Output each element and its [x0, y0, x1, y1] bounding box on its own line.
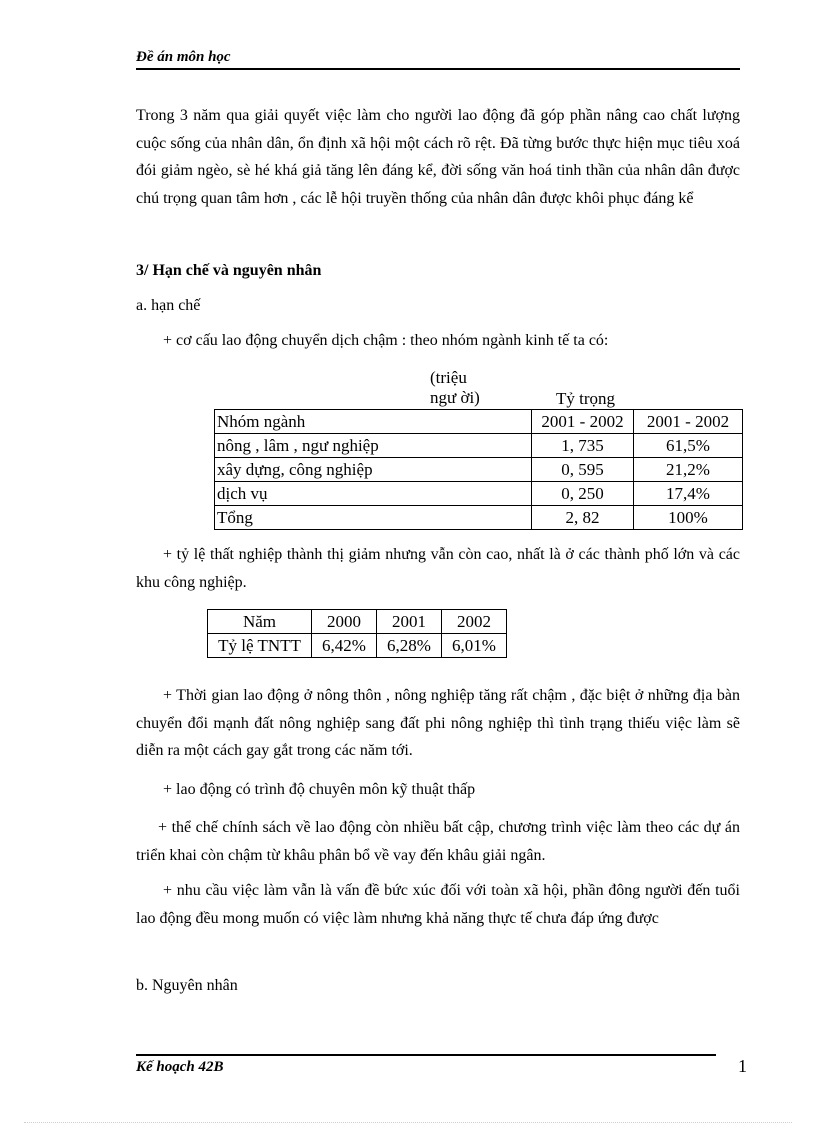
section-heading: 3/ Hạn chế và nguyên nhân — [136, 262, 322, 279]
table-header-row — [215, 410, 743, 434]
table1-unit-line1: (triệu — [430, 368, 467, 387]
table-row — [215, 506, 743, 530]
running-header: Đề án môn học — [136, 49, 231, 65]
table-cell: 0, 250 — [532, 482, 634, 506]
table-cell: 2000 — [312, 610, 377, 634]
table-cell: 2, 82 — [532, 506, 634, 530]
bullet-unemployment: + tỷ lệ thất nghiệp thành thị giảm nhưng vẫn còn cao, nhất là ở các thành phố lớn và các khu công nghiệp. — [136, 546, 740, 591]
running-footer: Kế hoạch 42B — [136, 1059, 224, 1075]
table-cell: 2002 — [442, 610, 507, 634]
table-cell: 100% — [634, 506, 743, 530]
table-row — [215, 482, 743, 506]
table-cell: dịch vụ — [215, 482, 532, 506]
bullet-labor-structure: + cơ cấu lao động chuyển dịch chậm : theo nhóm ngành kinh tế ta có: — [163, 332, 609, 349]
page-number: 1 — [738, 1056, 747, 1076]
table-cell: Năm — [208, 610, 312, 634]
table-cell: xây dựng, công nghiệp — [215, 458, 532, 482]
table-cell: Tổng — [215, 506, 532, 530]
table-row — [215, 434, 743, 458]
table1-col3-heading: Tỷ trọng — [556, 389, 616, 408]
table-row — [208, 634, 507, 658]
table-cell: 0, 595 — [532, 458, 634, 482]
table-cell: nông , lâm , ngư nghiệp — [215, 434, 532, 458]
table-row — [215, 458, 743, 482]
table-cell: 21,2% — [634, 458, 743, 482]
table-cell: 1, 735 — [532, 434, 634, 458]
table-cell: 6,42% — [312, 634, 377, 658]
table-cell: 6,28% — [377, 634, 442, 658]
intro-paragraph: Trong 3 năm qua giải quyết việc làm cho người lao động đã góp phần nâng cao chất lượng cuộc sống của nhân dân, ổn định xã hội một cách rõ rệt. Đã từng bước thực hiện mục tiêu xoá đói giảm ngèo, sè hé khá giả tăng lên đáng kể, đời sống văn hoá tinh thần của nhân dân được chú trọng quan tâm hơn , các lễ hội truyền thống của nhân dân được khôi phục đáng kể — [136, 107, 740, 207]
unemployment-rate-table — [207, 609, 507, 658]
table-cell: 2001 - 2002 — [634, 410, 743, 434]
header-rule — [136, 68, 740, 70]
table-cell: 61,5% — [634, 434, 743, 458]
table-header-row — [208, 610, 507, 634]
table-cell: 2001 — [377, 610, 442, 634]
bullet-policy: + thể chế chính sách về lao động còn nhiều bất cập, chương trình việc làm theo các dự án triển khai còn chậm từ khâu phân bổ về vay đến khâu giải ngân. — [136, 819, 740, 864]
labor-structure-table — [214, 409, 743, 530]
table-cell: 2001 - 2002 — [532, 410, 634, 434]
table-cell: Nhóm ngành — [215, 410, 532, 434]
subheading-b: b. Nguyên nhân — [136, 977, 238, 994]
bullet-low-skill: + lao động có trình độ chuyên môn kỹ thuật thấp — [163, 781, 476, 798]
bullet-job-demand: + nhu cầu việc làm vẫn là vấn đề bức xúc đối với toàn xã hội, phần đông người đến tuổi lao động đều mong muốn có việc làm nhưng khả năng thực tế chưa đáp ứng được — [136, 882, 740, 927]
footer-rule — [136, 1054, 716, 1056]
table-cell: Tỷ lệ TNTT — [208, 634, 312, 658]
table1-unit-line2: ngư ời) — [430, 388, 480, 407]
bullet-rural-labor: + Thời gian lao động ở nông thôn , nông nghiệp tăng rất chậm , đặc biệt ở những địa bàn chuyển đổi mạnh đất nông nghiệp sang đất phi nông nghiệp thì tình trạng thiếu việc làm sẽ diễn ra một cách gay gắt trong các năm tới. — [136, 687, 740, 759]
table-cell: 17,4% — [634, 482, 743, 506]
subheading-a: a. hạn chế — [136, 297, 201, 314]
table-cell: 6,01% — [442, 634, 507, 658]
